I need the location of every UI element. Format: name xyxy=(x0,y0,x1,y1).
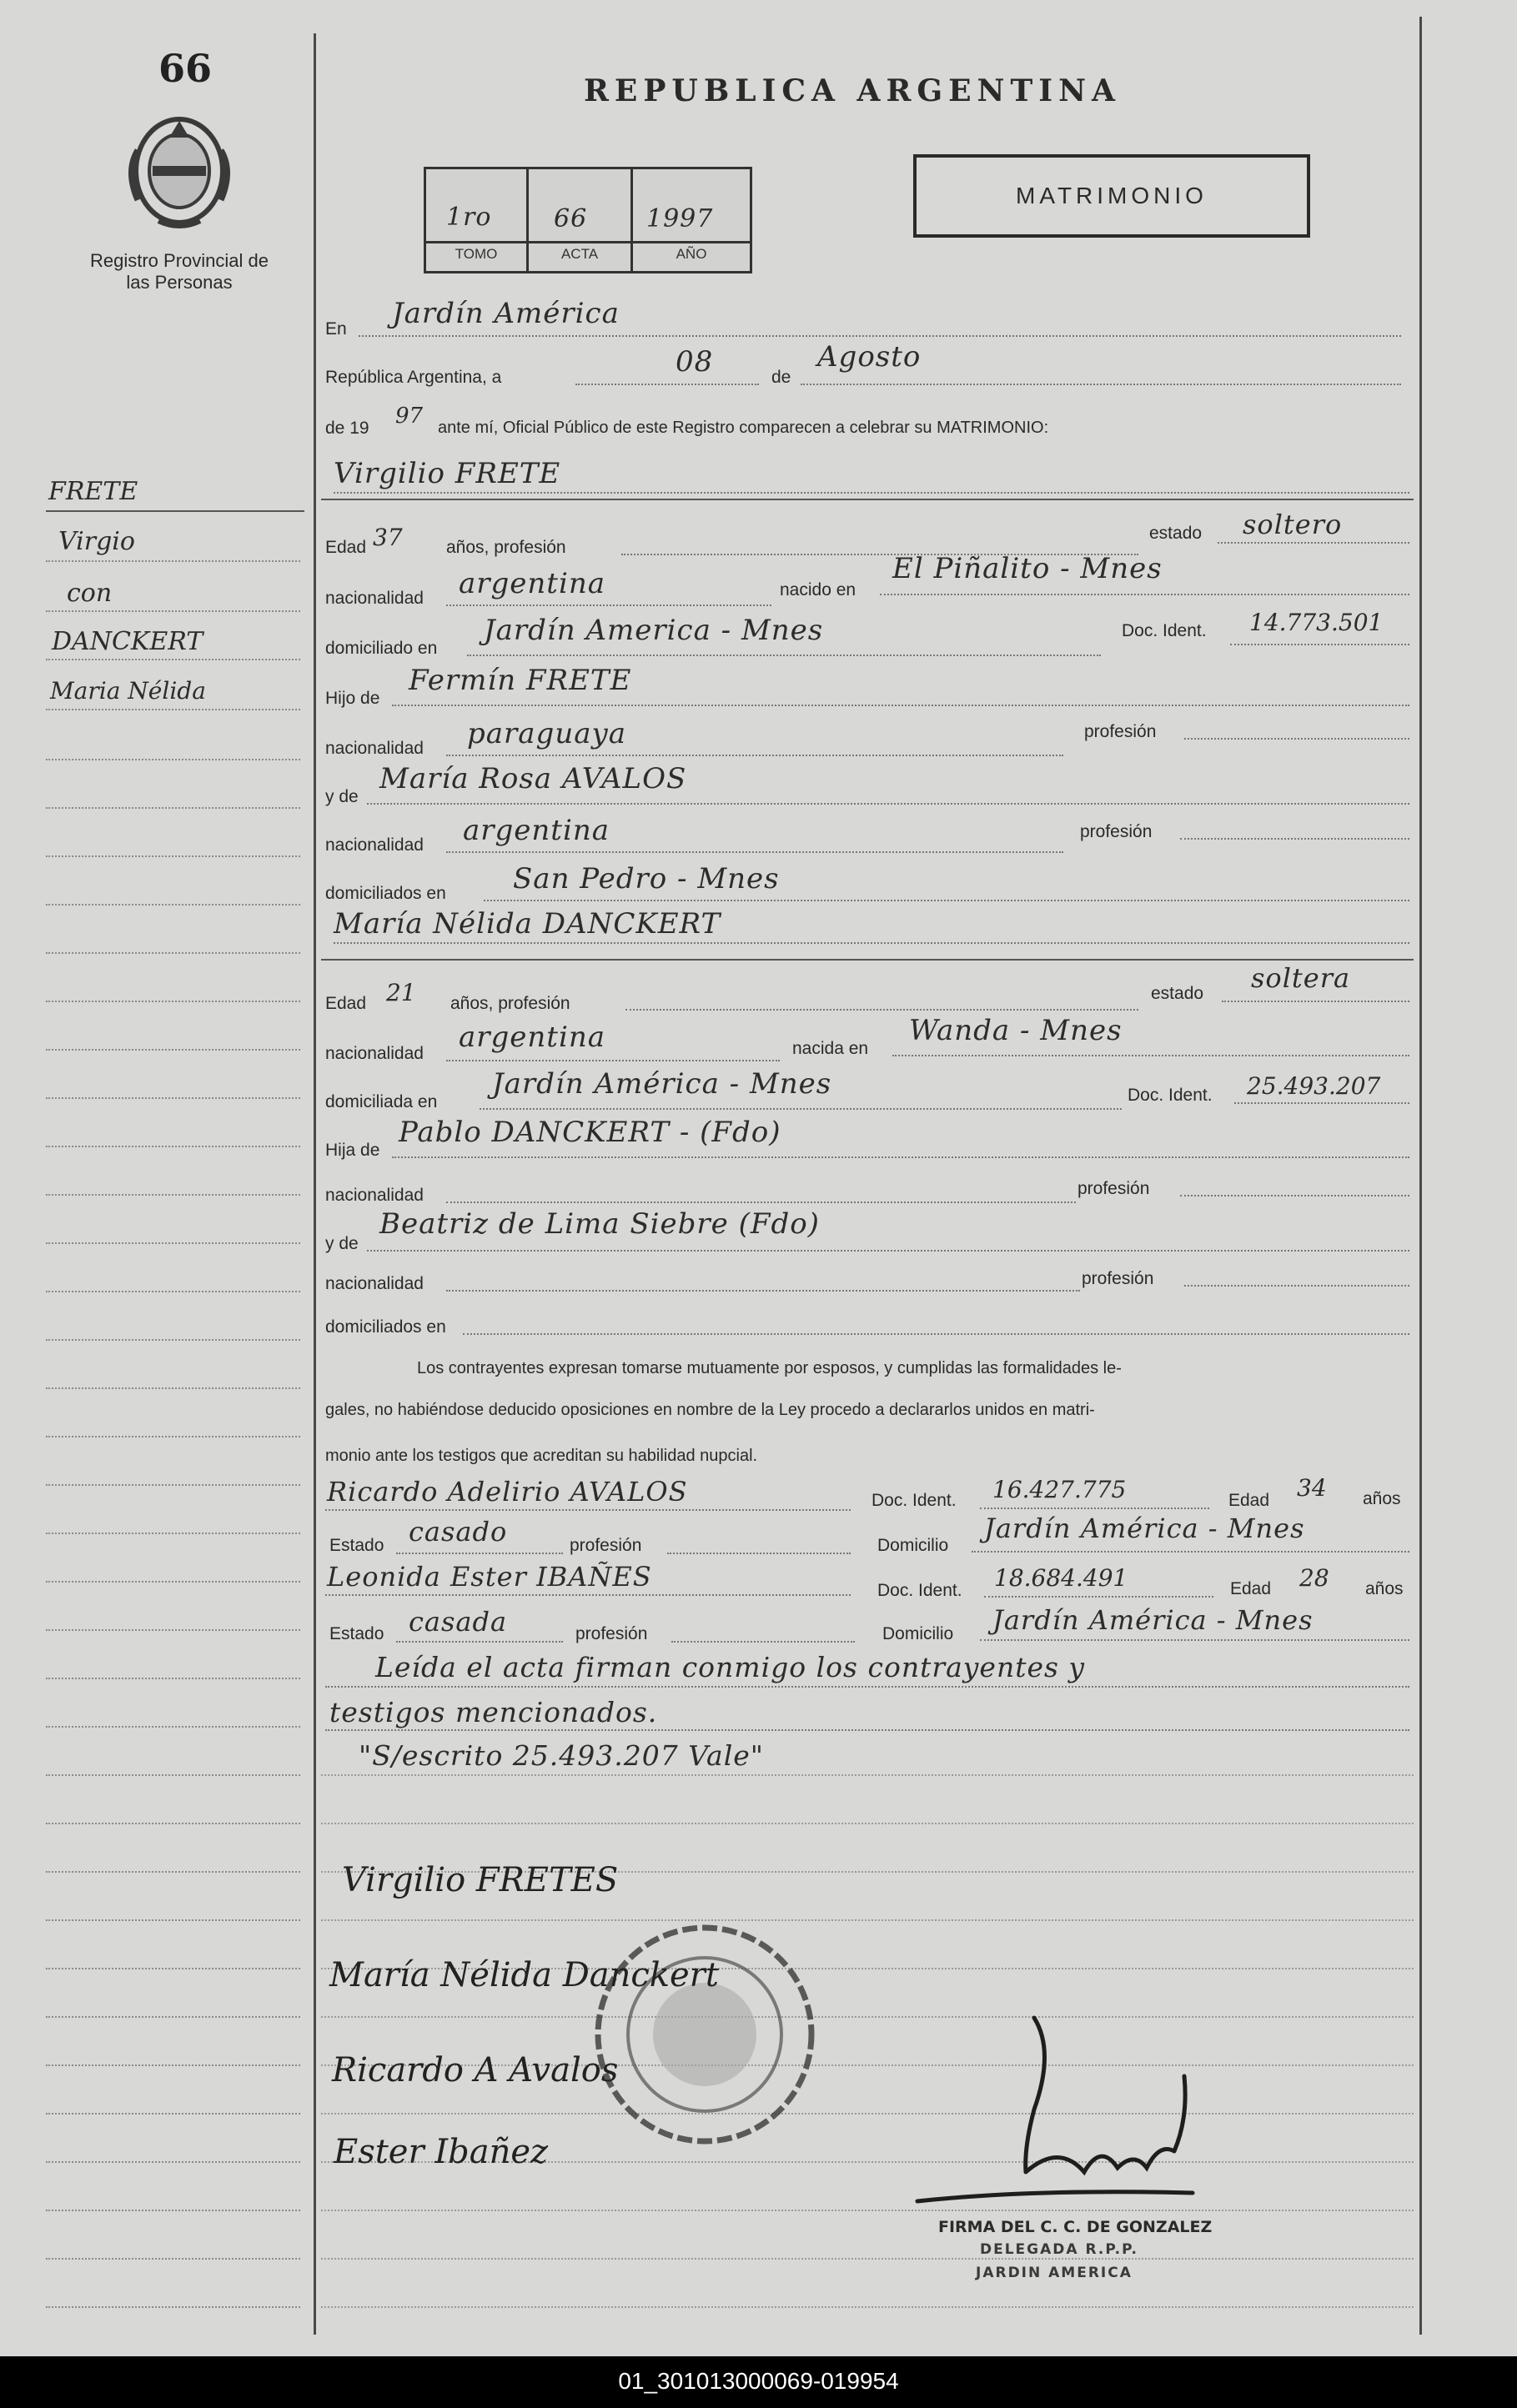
file-id: 01_301013000069-019954 xyxy=(618,2368,899,2394)
witness2-domicile: Jardín América - Mnes xyxy=(992,1604,1314,1636)
bride-section-rule xyxy=(321,959,1414,961)
tomo-value: 1ro xyxy=(446,203,492,232)
bride-father-profession-label: profesión xyxy=(1077,1179,1150,1198)
witness2-doc: 18.684.491 xyxy=(994,1564,1128,1592)
groom-status-label: estado xyxy=(1149,524,1203,543)
witness1-age-label: Edad xyxy=(1228,1491,1270,1510)
witness1-signature: Ricardo A Avalos xyxy=(332,2051,619,2089)
bride-domicile-label: domiciliada en xyxy=(325,1092,438,1111)
witness2-status-label: Estado xyxy=(329,1624,384,1643)
bride-domicile: Jardín América - Mnes xyxy=(492,1067,832,1101)
witness2-signature: Ester Ibañez xyxy=(334,2133,549,2171)
groom-parents-domicile: San Pedro - Mnes xyxy=(513,862,780,895)
witness2-name: Leonida Ester IBAÑES xyxy=(327,1561,652,1593)
declaration-line-1: Los contrayentes expresan tomarse mutuamente por esposos, y cumplidas las formalidades le- xyxy=(417,1359,1122,1377)
groom-parents-domicile-label: domiciliados en xyxy=(325,884,446,903)
bride-nationality-label: nacionalidad xyxy=(325,1044,424,1063)
witness2-profession-label: profesión xyxy=(575,1624,648,1643)
ano-label: AÑO xyxy=(676,246,707,262)
groom-domicile: Jardín America - Mnes xyxy=(484,614,824,647)
official-seal-icon xyxy=(588,1918,821,2151)
witness1-domicile-label: Domicilio xyxy=(877,1536,949,1555)
closing-line-2: testigos mencionados. xyxy=(329,1696,658,1728)
bride-father-nationality-label: nacionalidad xyxy=(325,1186,424,1205)
groom-father-label: Hijo de xyxy=(325,689,380,708)
groom-section-rule xyxy=(321,499,1414,500)
closing-line-3: "S/escrito 25.493.207 Vale" xyxy=(359,1739,764,1772)
document-type: MATRIMONIO xyxy=(1016,183,1208,208)
record-number-box xyxy=(424,167,752,273)
margin-note-line-5: Maria Nélida xyxy=(50,677,206,705)
page-number: 66 xyxy=(158,46,213,91)
republica-label: República Argentina, a xyxy=(325,368,502,387)
groom-mother-nationality: argentina xyxy=(463,814,610,847)
marriage-month: Agosto xyxy=(817,340,922,374)
bride-doc-label: Doc. Ident. xyxy=(1128,1086,1213,1105)
groom-profession-label: años, profesión xyxy=(446,538,566,557)
bride-parents-domicile-label: domiciliados en xyxy=(325,1317,446,1337)
groom-status: soltero xyxy=(1243,509,1343,540)
witness1-domicile: Jardín América - Mnes xyxy=(984,1513,1305,1544)
provincial-coat-of-arms-icon xyxy=(121,104,238,233)
marriage-place: Jardín América xyxy=(392,297,620,330)
official-stamp-line-2: DELEGADA R.P.P. xyxy=(980,2241,1138,2258)
bride-father-label: Hija de xyxy=(325,1141,380,1160)
file-id-bar xyxy=(0,2356,1517,2408)
appearance-text: ante mí, Oficial Público de este Registro comparecen a celebrar su MATRIMONIO: xyxy=(438,419,1049,437)
groom-domicile-label: domiciliado en xyxy=(325,639,438,658)
bride-born-label: nacida en xyxy=(792,1039,869,1058)
marriage-day: 08 xyxy=(676,345,714,379)
groom-nationality: argentina xyxy=(459,567,606,600)
closing-line-1: Leída el acta firman conmigo los contrayentes y xyxy=(375,1651,1086,1683)
official-stamp-line-3: JARDIN AMERICA xyxy=(976,2265,1133,2281)
bride-nationality: argentina xyxy=(459,1021,606,1054)
groom-father-profession-label: profesión xyxy=(1084,722,1157,741)
bride-profession-label: años, profesión xyxy=(450,994,570,1013)
bride-mother: Beatriz de Lima Siebre (Fdo) xyxy=(379,1207,820,1241)
groom-born-label: nacido en xyxy=(780,580,856,599)
groom-mother-nationality-label: nacionalidad xyxy=(325,835,424,855)
bride-mother-profession-label: profesión xyxy=(1082,1269,1154,1288)
bride-name: María Nélida DANCKERT xyxy=(334,907,721,941)
witness1-profession-label: profesión xyxy=(570,1536,642,1555)
witness1-name: Ricardo Adelirio AVALOS xyxy=(327,1476,688,1508)
margin-heading-rule xyxy=(46,510,304,512)
declaration-line-2: gales, no habiéndose deducido oposiciones en nombre de la Ley procedo a declararlos unidos en matri- xyxy=(325,1401,1095,1419)
groom-age-label: Edad xyxy=(325,538,367,557)
acta-value: 66 xyxy=(554,204,588,233)
tomo-label: TOMO xyxy=(455,246,498,262)
bride-birthplace: Wanda - Mnes xyxy=(909,1014,1123,1047)
acta-label: ACTA xyxy=(560,246,599,262)
groom-father-nationality-label: nacionalidad xyxy=(325,739,424,758)
registry-name: Registro Provincial de las Personas xyxy=(90,250,269,293)
groom-mother-label: y de xyxy=(325,787,359,806)
witness1-doc: 16.427.775 xyxy=(992,1476,1127,1503)
bride-age-label: Edad xyxy=(325,994,367,1013)
official-signature-icon xyxy=(909,2001,1226,2218)
document-type-box xyxy=(913,154,1310,238)
groom-father: Fermín FRETE xyxy=(409,664,632,697)
bride-father: Pablo DANCKERT - (Fdo) xyxy=(399,1116,781,1149)
right-border-line xyxy=(1419,17,1422,2335)
groom-doc: 14.773.501 xyxy=(1249,609,1384,636)
witness2-years-label: años xyxy=(1365,1579,1404,1598)
en-label: En xyxy=(325,319,347,339)
bride-status-label: estado xyxy=(1151,984,1204,1003)
groom-mother-profession-label: profesión xyxy=(1080,822,1153,841)
groom-name: Virgilio FRETE xyxy=(334,457,561,490)
margin-divider-line xyxy=(314,33,316,2335)
bride-mother-nationality-label: nacionalidad xyxy=(325,1274,424,1293)
year-prefix: de 19 xyxy=(325,419,369,438)
groom-birthplace: El Piñalito - Mnes xyxy=(892,552,1163,585)
groom-mother: María Rosa AVALOS xyxy=(379,762,687,795)
bride-mother-label: y de xyxy=(325,1234,359,1253)
witness2-domicile-label: Domicilio xyxy=(882,1624,954,1643)
de-label: de xyxy=(771,368,791,387)
witness1-age: 34 xyxy=(1297,1474,1327,1502)
bride-status: soltera xyxy=(1251,962,1351,994)
groom-nationality-label: nacionalidad xyxy=(325,589,424,608)
country-title: REPUBLICA ARGENTINA xyxy=(584,73,1121,108)
witness2-doc-label: Doc. Ident. xyxy=(877,1581,962,1600)
groom-age: 37 xyxy=(373,524,403,551)
witness1-years-label: años xyxy=(1363,1489,1401,1508)
witness2-age: 28 xyxy=(1299,1564,1329,1592)
declaration-line-3: monio ante los testigos que acreditan su habilidad nupcial. xyxy=(325,1447,758,1465)
marriage-year-suffix: 97 xyxy=(395,404,424,429)
ano-value: 1997 xyxy=(646,204,714,233)
margin-note-line-4: DANCKERT xyxy=(52,627,203,656)
bride-signature: María Nélida Danckert xyxy=(329,1956,719,1994)
bride-age: 21 xyxy=(386,979,416,1006)
margin-note-line-1: FRETE xyxy=(48,477,138,506)
groom-doc-label: Doc. Ident. xyxy=(1122,621,1207,640)
groom-signature: Virgilio FRETES xyxy=(342,1861,619,1899)
bride-doc: 25.493.207 xyxy=(1247,1072,1381,1100)
witness2-status: casada xyxy=(409,1606,508,1638)
witness1-status-label: Estado xyxy=(329,1536,384,1555)
groom-father-nationality: paraguaya xyxy=(467,717,626,750)
official-stamp-line-1: FIRMA DEL C. C. DE GONZALEZ xyxy=(938,2218,1213,2236)
margin-note-line-3: con xyxy=(67,579,113,608)
witness2-age-label: Edad xyxy=(1230,1579,1272,1598)
witness1-doc-label: Doc. Ident. xyxy=(872,1491,957,1510)
witness1-status: casado xyxy=(409,1516,508,1548)
margin-note-line-2: Virgio xyxy=(58,527,135,556)
